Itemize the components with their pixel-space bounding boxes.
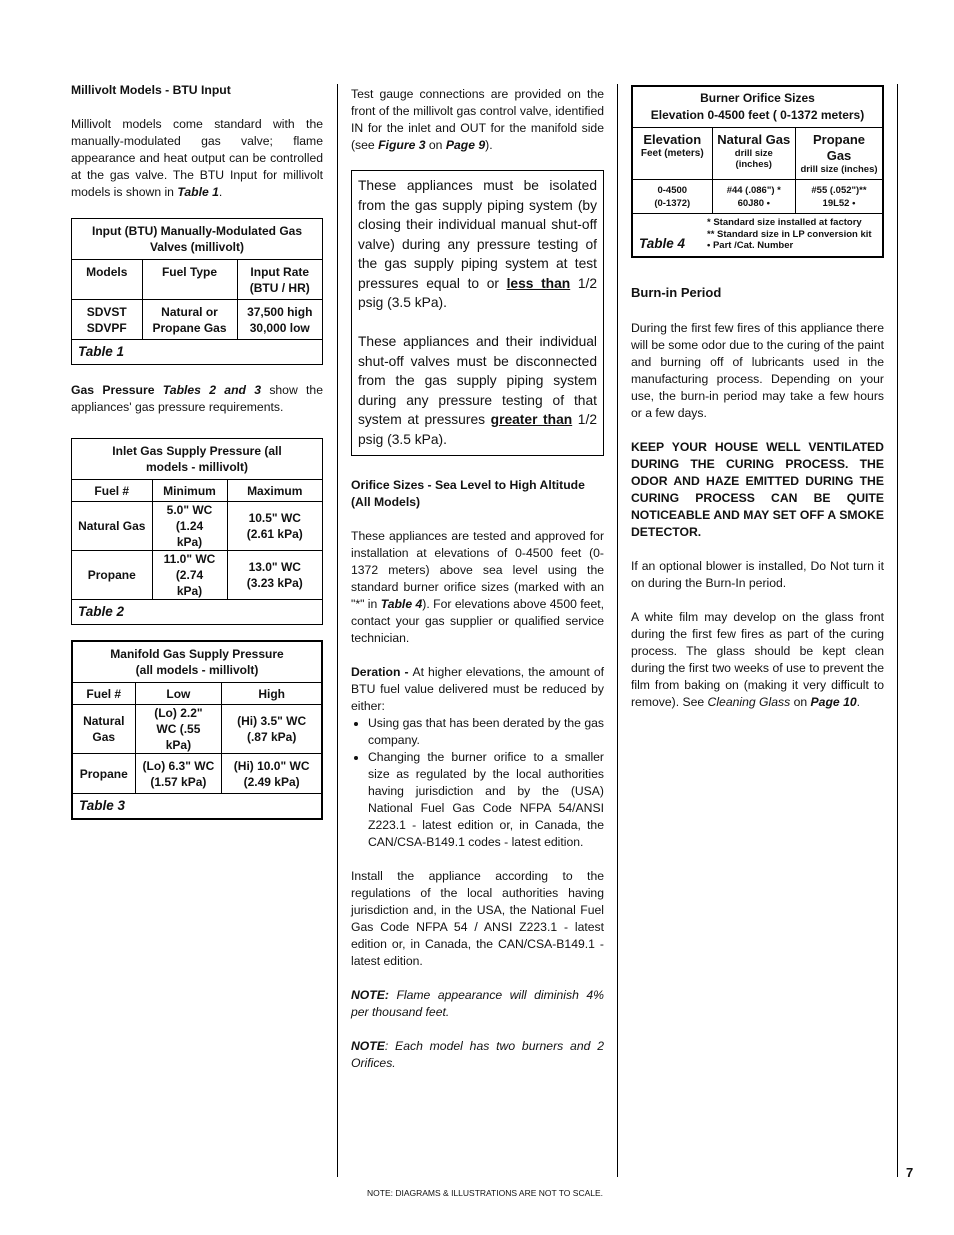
table1-cell-fuel: Natural or Propane Gas xyxy=(142,300,237,340)
isolation-warning-box xyxy=(351,170,604,456)
para-burnin-1: During the first few fires of this appliance there will be some odor due to the curing of the paint and burning off of lubricants used in the manufacturing process. Depending on your use, the burn-in period may take a few hours or a few days. xyxy=(631,320,884,420)
para-millivolt: Millivolt models come standard with the manually-modulated gas valve; flame appearance and heat output can be controlled at the gas valve. The BTU Input for millivolt models is shown in Table 1. xyxy=(71,117,323,199)
table1-header-fuel: Fuel Type xyxy=(142,260,237,300)
table2-header-max: Maximum xyxy=(227,480,322,502)
table-2 xyxy=(71,438,323,625)
table3-caption: Table 3 xyxy=(73,794,321,819)
table3-header-low: Low xyxy=(135,683,222,705)
para-test-gauge: Test gauge connections are provided on the front of the millivolt gas control valve, identified IN for the inlet and OUT for the manifold side (see Figure 3 on Page 9). xyxy=(351,87,604,152)
table2-title: Inlet Gas Supply Pressure (all models - millivolt) xyxy=(72,439,322,480)
table4-header-elevation: Elevation Feet (meters) xyxy=(633,128,712,180)
para-gas-pressure: Gas Pressure Tables 2 and 3 show the appliances' gas pressure requirements. xyxy=(71,383,323,414)
table1-header-models: Models xyxy=(72,260,142,300)
table2-row2-max: 13.0" WC (3.23 kPa) xyxy=(227,551,322,600)
para-deration: Deration - At higher elevations, the amount of BTU fuel value delivered must be reduced by either: xyxy=(351,665,604,713)
table3-row2-fuel: Propane xyxy=(73,754,135,794)
note-burners: NOTE: Each model has two burners and 2 Orifices. xyxy=(351,1039,604,1070)
table1-cell-rate: 37,500 high 30,000 low xyxy=(237,300,322,340)
para-burnin-glass: A white film may develop on the glass front during the first few fires as part of the curing process. The glass should be kept clean during the first two weeks of use to prevent the film from baking on (making it very difficult to remove). See Cleaning Glass on Page 10. xyxy=(631,609,884,709)
table2-row1-fuel: Natural Gas xyxy=(72,502,152,551)
table4-cell-propane: #55 (.052")** 19L52 • xyxy=(795,180,882,214)
heading-burn-in: Burn-in Period xyxy=(631,284,722,300)
table3-row2-low: (Lo) 6.3" WC (1.57 kPa) xyxy=(135,754,222,794)
table1-cell-models: SDVST SDVPF xyxy=(72,300,142,340)
table1-title: Input (BTU) Manually-Modulated Gas Valves (millivolt) xyxy=(72,219,322,260)
table3-header-fuel: Fuel # xyxy=(73,683,135,705)
table2-row1-max: 10.5" WC (2.61 kPa) xyxy=(227,502,322,551)
table-3 xyxy=(71,640,323,820)
deration-list xyxy=(351,715,604,851)
table2-row1-min: 5.0" WC (1.24 kPa) xyxy=(152,502,227,551)
table4-header-propane: Propane Gas drill size (inches) xyxy=(795,128,882,180)
list-item: • Changing the burner orifice to a smaller size as regulated by the local authorities having jurisdiction and by the (USA) National Fuel Gas Code NFPA 54/ANSI Z223.1 - latest edition or, in Canada, the CAN/CSA-B149.1 codes - latest edition. xyxy=(368,749,604,851)
column-3 xyxy=(631,85,884,728)
table2-caption: Table 2 xyxy=(72,600,322,625)
column-1 xyxy=(71,82,323,837)
table2-header-fuel: Fuel # xyxy=(72,480,152,502)
table4-notes: * Standard size installed at factory ** Standard size in LP conversion kit • Part /Cat. Number xyxy=(707,217,872,251)
table3-header-high: High xyxy=(222,683,321,705)
table2-row2-min: 11.0" WC (2.74 kPa) xyxy=(152,551,227,600)
column-divider-2 xyxy=(617,84,618,1177)
box-paragraph-1: These appliances must be isolated from the gas supply piping system (by closing their individual manual shut-off valve) during any pressure testing of the gas supply piping system at test pressures equal to or less than 1/2 psig (3.5 kPa). xyxy=(358,178,598,310)
table4-caption: Table 4 xyxy=(639,235,686,251)
column-divider-3 xyxy=(897,84,898,1177)
table4-cell-natural-gas: #44 (.086") * 60J80 • xyxy=(712,180,795,214)
para-burnin-blower: If an optional blower is installed, Do Not turn it on during the Burn-In period. xyxy=(631,558,884,590)
table3-title: Manifold Gas Supply Pressure (all models - millivolt) xyxy=(73,642,321,683)
note-flame: NOTE: Flame appearance will diminish 4% per thousand feet. xyxy=(351,988,604,1019)
table-4 xyxy=(631,85,884,258)
heading-millivolt-btu: Millivolt Models - BTU Input xyxy=(71,83,231,97)
table2-row2-fuel: Propane xyxy=(72,551,152,600)
table3-row1-low: (Lo) 2.2" WC (.55 kPa) xyxy=(135,705,222,754)
table4-title: Burner Orifice Sizes Elevation 0-4500 feet ( 0-1372 meters) xyxy=(633,87,882,128)
table1-header-rate: Input Rate (BTU / HR) xyxy=(237,260,322,300)
table4-cell-elevation: 0-4500 (0-1372) xyxy=(633,180,712,214)
table2-header-min: Minimum xyxy=(152,480,227,502)
table3-row2-high: (Hi) 10.0" WC (2.49 kPa) xyxy=(222,754,321,794)
table3-row1-fuel: Natural Gas xyxy=(73,705,135,754)
column-divider-1 xyxy=(337,84,338,1177)
para-install: Install the appliance according to the regulations of the local authorities having jurisdiction and, in the USA, the National Fuel Gas Code NFPA 54 / ANSI Z223.1 - latest edition or, in Canada, the CAN/CSA-B149.1 - latest edition. xyxy=(351,869,604,968)
footer-note: NOTE: DIAGRAMS & ILLUSTRATIONS ARE NOT TO SCALE. xyxy=(367,1188,604,1198)
box-paragraph-2: These appliances and their individual shut-off valves must be disconnected from the gas supply piping system during any pressure testing of that system at pressures greater than 1/2 psig (3.5 kPa). xyxy=(358,334,597,447)
list-item: • Using gas that has been derated by the gas company. xyxy=(368,715,604,749)
page-number: 7 xyxy=(906,1165,914,1180)
table1-caption: Table 1 xyxy=(72,340,322,365)
table4-header-natural-gas: Natural Gas drill size (inches) xyxy=(712,128,795,180)
column-2 xyxy=(351,86,604,1089)
table-1 xyxy=(71,218,323,365)
table3-row1-high: (Hi) 3.5" WC (.87 kPa) xyxy=(222,705,321,754)
table4-footer xyxy=(633,214,882,256)
para-orifice: These appliances are tested and approved for installation at elevations of 0-4500 feet (0-1372 meters) above sea level using the standard burner orifice sizes (marked with an "*" in Table 4). For elevations above 4500 feet, contact your gas supplier or qualified service technician. xyxy=(351,529,605,645)
heading-orifice-sizes: Orifice Sizes - Sea Level to High Altitude (All Models) xyxy=(351,478,585,509)
para-burnin-warning: KEEP YOUR HOUSE WELL VENTILATED DURING THE CURING PROCESS. THE ODOR AND HAZE EMITTED DURING THE CURING PROCESS CAN BE QUITE NOTICEABLE AND MAY SET OFF A SMOKE DETECTOR. xyxy=(631,439,884,539)
